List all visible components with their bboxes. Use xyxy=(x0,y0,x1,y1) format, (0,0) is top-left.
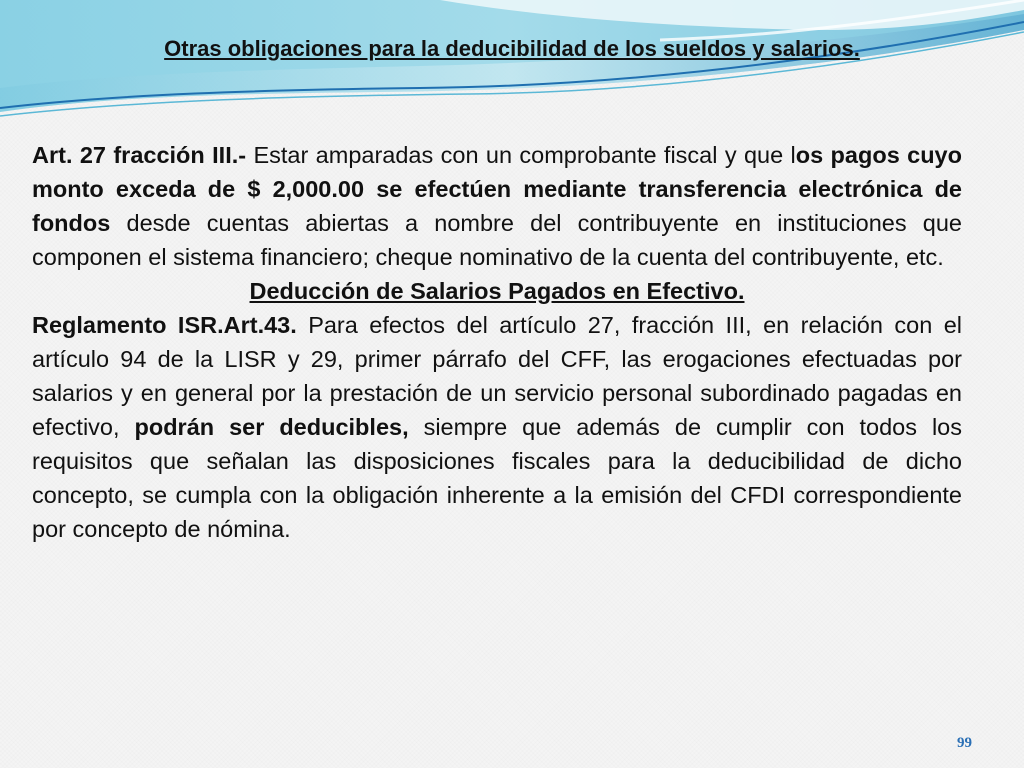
slide-body xyxy=(32,138,962,546)
section-subtitle: Deducción de Salarios Pagados en Efectivo. xyxy=(249,278,745,304)
page-number: 99 xyxy=(957,735,972,751)
article-text-1: Estar amparadas con un comprobante fiscal y que l xyxy=(246,142,796,168)
regulation-bold-text: podrán ser deducibles, xyxy=(134,414,409,440)
slide-title: Otras obligaciones para la deducibilidad de los sueldos y salarios. xyxy=(164,36,860,61)
regulation-paragraph xyxy=(32,308,962,546)
article-lead: Art. 27 fracción III.- xyxy=(32,142,247,168)
regulation-text-1: Para efectos del artículo 27, fracción III, en relación con el artículo 94 de la LISR y 29, primer párrafo del CFF, las erogaciones efectuadas por salarios y en general por la prestación de un servicio personal subordinado pagadas en efectivo, xyxy=(32,312,962,440)
regulation-text-2: siempre que además de cumplir con todos los requisitos que señalan las disposiciones fiscales para la deducibilidad de dicho concepto, se cumpla con la obligación inherente a la emisión del CFDI correspondiente por concepto de nómina. xyxy=(32,414,963,542)
article-paragraph xyxy=(32,138,962,274)
article-bold-text: os pagos cuyo monto exceda de $ 2,000.00 se efectúen mediante transferencia electrónica de fondos xyxy=(32,142,962,236)
article-text-2: desde cuentas abiertas a nombre del contribuyente en instituciones que componen el sistema financiero; cheque nominativo de la cuenta del contribuyente, etc. xyxy=(32,210,962,270)
regulation-lead: Reglamento ISR.Art.43. xyxy=(32,312,297,338)
